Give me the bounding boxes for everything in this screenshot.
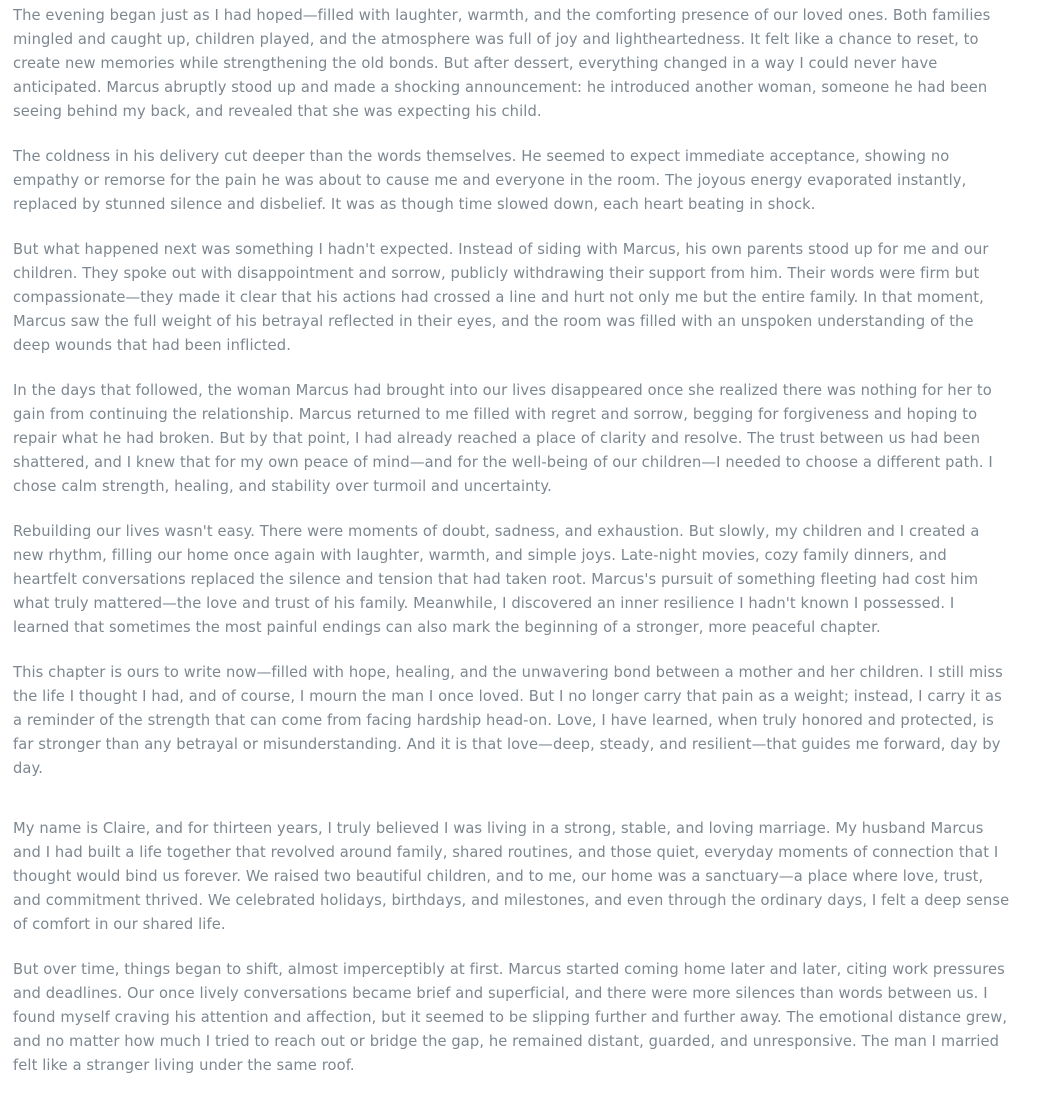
paragraph: The coldness in his delivery cut deeper than the words themselves. He seemed to expect immediate acceptance, showing no empathy or remorse for the pain he was about to cause me and everyone in the room. The joyous energy evaporated instantly, replaced by stunned silence and disbelief. It was as though time slowed down, each heart beating in shock.	[13, 148, 967, 213]
paragraph: Rebuilding our lives wasn't easy. There were moments of doubt, sadness, and exhaustion. But slowly, my children and I created a new rhythm, filling our home once again with laughter, warmth, and simple joys. Late-night movies, cozy family dinners, and heartfelt conversations replaced the silence and tension that had taken root. Marcus's pursuit of something fleeting had cost him what truly mattered—the love and trust of his family. Meanwhile, I discovered an inner resilience I hadn't known I possessed. I learned that sometimes the most painful endings can also mark the beginning of a stronger, more peaceful chapter.	[13, 523, 980, 636]
paragraph: My name is Claire, and for thirteen years, I truly believed I was living in a strong, stable, and loving marriage. My husband Marcus and I had built a life together that revolved around family, shared routines, and those quiet, everyday moments of connection that I thought would bind us forever. We raised two beautiful children, and to me, our home was a sanctuary—a place where love, trust, and commitment thrived. We celebrated holidays, birthdays, and milestones, and even through the ordinary days, I felt a deep sense of comfort in our shared life.	[13, 820, 1010, 933]
paragraph: The evening began just as I had hoped—filled with laughter, warmth, and the comforting presence of our loved ones. Both families mingled and caught up, children played, and the atmosphere was full of joy and lightheartedness. It felt like a chance to reset, to create new memories while strengthening the old bonds. But after dessert, everything changed in a way I could never have anticipated. Marcus abruptly stood up and made a shocking announcement: he introduced another woman, someone he had been seeing behind my back, and revealed that she was expecting his child.	[13, 7, 991, 120]
paragraph: But what happened next was something I hadn't expected. Instead of siding with Marcus, his own parents stood up for me and our children. They spoke out with disappointment and sorrow, publicly withdrawing their support from him. Their words were firm but compassionate—they made it clear that his actions had crossed a line and hurt not only me but the entire family. In that moment, Marcus saw the full weight of his betrayal reflected in their eyes, and the room was filled with an unspoken understanding of the deep wounds that had been inflicted.	[13, 241, 989, 354]
paragraph: In the days that followed, the woman Marcus had brought into our lives disappeared once she realized there was nothing for her to gain from continuing the relationship. Marcus returned to me filled with regret and sorrow, begging for forgiveness and hoping to repair what he had broken. But by that point, I had already reached a place of clarity and resolve. The trust between us had been shattered, and I knew that for my own peace of mind—and for the well-being of our children—I needed to choose a different path. I chose calm strength, healing, and stability over turmoil and uncertainty.	[13, 382, 993, 495]
paragraph: This chapter is ours to write now—filled with hope, healing, and the unwavering bond between a mother and her children. I still miss the life I thought I had, and of course, I mourn the man I once loved. But I no longer carry that pain as a weight; instead, I carry it as a reminder of the strength that can come from facing hardship head-on. Love, I have learned, when truly honored and protected, is far stronger than any betrayal or misunderstanding. And it is that love—deep, steady, and resilient—that guides me forward, day by day.	[13, 664, 1003, 777]
paragraph: But over time, things began to shift, almost imperceptibly at first. Marcus started coming home later and later, citing work pressures and deadlines. Our once lively conversations became brief and superficial, and there were more silences than words between us. I found myself craving his attention and affection, but it seemed to be slipping further and further away. The emotional distance grew, and no matter how much I tried to reach out or bridge the gap, he remained distant, guarded, and unresponsive. The man I married felt like a stranger living under the same roof.	[13, 961, 1008, 1074]
